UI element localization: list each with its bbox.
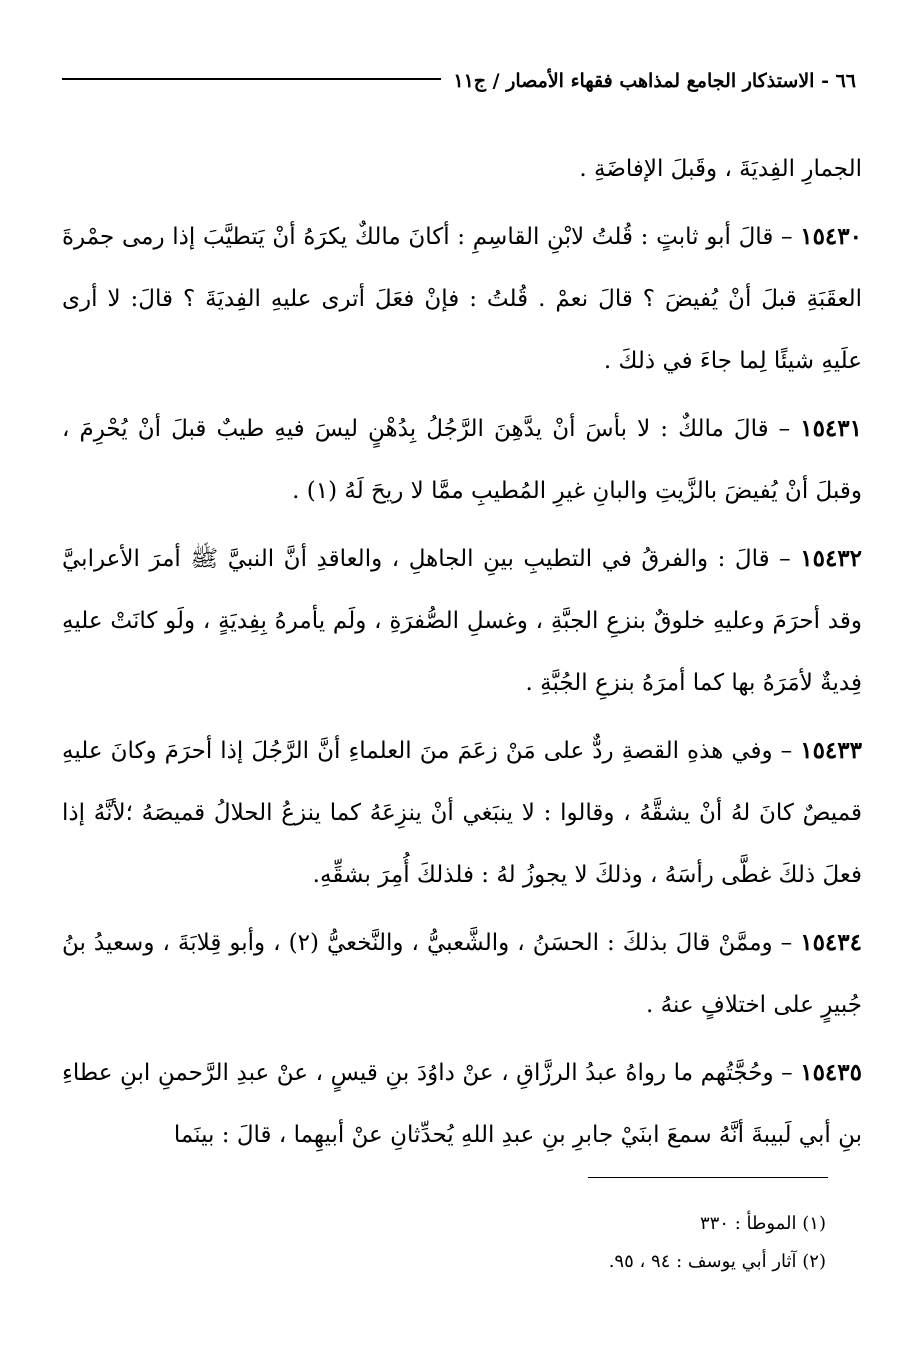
running-title: ٦٦ - الاستذكار الجامع لمذاهب فقهاء الأمصار / ج١١ [453,70,856,92]
paragraph-number: ١٥٤٣٤ [800,929,862,956]
footnotes [300,1205,826,1281]
paragraph-text: وفي هذهِ القصةِ ردٌّ على مَنْ زعَمَ منَ العلماءِ أنَّ الرَّجُلَ إذا أحرَمَ وكانَ عليهِ قميصٌ كانَ لهُ أنْ يشقَّهُ ، وقالوا : لا ينبَغي أنْ ينزِعَهُ كما ينزعُ الحلالُ قميصَهُ ؛لأنَّهُ إذا فعلَ ذلكَ غطَّى رأسَهُ ، وذلكَ لا يجوزُ لهُ : فلذلكَ أُمِرَ بشقِّهِ. [62,738,862,888]
paragraph-text: قالَ : والفرقُ في التطيبِ بينِ الجاهلِ ، والعاقدِ أنَّ النبيَّ ﷺ أمرَ الأعرابيَّ وقد أحرَمَ وعليهِ خلوقٌ بنزعِ الجبَّةِ ، وغسلِ الصُّفرَةِ ، ولَم يأمرهُ بِفِديَةٍ ، ولَو كانَتْ عليهِ فِديةٌ لأمَرَهُ بها كما أمرَهُ بنزعِ الجُبَّةِ . [62,546,862,696]
footnote-1: (١) الموطأ : ٣٣٠ [700,1213,826,1234]
footnote-2: (٢) آثار أبي يوسف : ٩٤ ، ٩٥. [608,1251,826,1272]
paragraph-15433: ١٥٤٣٣ – وفي هذهِ القصةِ ردٌّ على مَنْ زعَمَ منَ العلماءِ أنَّ الرَّجُلَ إذا أحرَمَ وكانَ عليهِ قميصٌ كانَ لهُ أنْ يشقَّهُ ، وقالوا : لا ينبَغي أنْ ينزِعَهُ كما ينزعُ الحلالُ قميصَهُ ؛لأنَّهُ إذا فعلَ ذلكَ غطَّى رأسَهُ ، وذلكَ لا يجوزُ لهُ : فلذلكَ أُمِرَ بشقِّهِ. [62,737,862,888]
main-text [62,138,862,1172]
paragraph-text: وممَّنْ قالَ بذلكَ : الحسَنُ ، والشَّعبيُّ ، والنَّخعيُّ (٢) ، وأبو قِلابَةَ ، وسعيدُ بنُ جُبيرٍ على اختلافٍ عنهُ . [62,930,862,1018]
paragraph-15434: ١٥٤٣٤ – وممَّنْ قالَ بذلكَ : الحسَنُ ، والشَّعبيُّ ، والنَّخعيُّ (٢) ، وأبو قِلابَةَ ، وسعيدُ بنُ جُبيرٍ على اختلافٍ عنهُ . [62,929,862,1018]
paragraph-continuation [62,138,862,200]
paragraph-text: قالَ أبو ثابتٍ : قُلتُ لابْنِ القاسِمِ : أكانَ مالكٌ يكرَهُ أنْ يَتطيَّبَ إذا رمى جمْرةَ العقَبَةِ قبلَ أنْ يُفيضَ ؟ قالَ نعمْ . قُلتُ : فإنْ فعَلَ أترى عليهِ الفِديَةَ ؟ قالَ: لا أرى علَيهِ شيئًا لِما جاءَ في ذلكَ . [62,224,862,374]
paragraph-text: الجمارِ الفِديَةَ ، وقَبلَ الإفاضَةِ . [579,156,862,182]
header-rule [62,78,441,80]
paragraph-15435: ١٥٤٣٥ – وحُجَّتُهم ما رواهُ عبدُ الرزَّاقِ ، عنْ داوُدَ بنِ قيسٍ ، عنْ عبدِ الرَّحمنِ ابنِ عطاءِ بنِ أبي لَبيبةَ أنَّهُ سمعَ ابنَيْ جابرِ بنِ عبدِ اللهِ يُحدِّثانِ عنْ أبيهِما ، قالَ : بينَما [62,1059,862,1148]
paragraph-number: ١٥٤٣٢ [800,545,863,572]
paragraph-number: ١٥٤٣٠ [800,223,862,250]
paragraph-number: ١٥٤٣٥ [800,1059,862,1086]
paragraph-number: ١٥٤٣٣ [800,737,862,764]
paragraph-text: قالَ مالكٌ : لا بأسَ أنْ يدَّهِنَ الرَّجُلُ بِدُهْنٍ ليسَ فيهِ طيبٌ قبلَ أنْ يُحْرِمَ ، وقبلَ أنْ يُفيضَ بالزَّيتِ والبانِ غيرِ المُطيبِ ممَّا لا ريحَ لَهُ (١) . [62,416,862,504]
paragraph-number: ١٥٤٣١ [800,415,862,442]
footnote-separator [588,1177,828,1178]
paragraph-15431: ١٥٤٣١ – قالَ مالكٌ : لا بأسَ أنْ يدَّهِنَ الرَّجُلُ بِدُهْنٍ ليسَ فيهِ طيبٌ قبلَ أنْ يُحْرِمَ ، وقبلَ أنْ يُفيضَ بالزَّيتِ والبانِ غيرِ المُطيبِ ممَّا لا ريحَ لَهُ (١) . [62,415,862,504]
paragraph-15432: ١٥٤٣٢ – قالَ : والفرقُ في التطيبِ بينِ الجاهلِ ، والعاقدِ أنَّ النبيَّ ﷺ أمرَ الأعرابيَّ وقد أحرَمَ وعليهِ خلوقٌ بنزعِ الجبَّةِ ، وغسلِ الصُّفرَةِ ، ولَم يأمرهُ بِفِديَةٍ ، ولَو كانَتْ عليهِ فِديةٌ لأمَرَهُ بها كما أمرَهُ بنزعِ الجُبَّةِ . [62,545,863,696]
paragraph-15430: ١٥٤٣٠ – قالَ أبو ثابتٍ : قُلتُ لابْنِ القاسِمِ : أكانَ مالكٌ يكرَهُ أنْ يَتطيَّبَ إذا رمى جمْرةَ العقَبَةِ قبلَ أنْ يُفيضَ ؟ قالَ نعمْ . قُلتُ : فإنْ فعَلَ أترى عليهِ الفِديَةَ ؟ قالَ: لا أرى علَيهِ شيئًا لِما جاءَ في ذلكَ . [62,223,862,374]
paragraph-text: وحُجَّتُهم ما رواهُ عبدُ الرزَّاقِ ، عنْ داوُدَ بنِ قيسٍ ، عنْ عبدِ الرَّحمنِ ابنِ عطاءِ بنِ أبي لَبيبةَ أنَّهُ سمعَ ابنَيْ جابرِ بنِ عبدِ اللهِ يُحدِّثانِ عنْ أبيهِما ، قالَ : بينَما [62,1060,862,1148]
page-header [62,52,856,92]
